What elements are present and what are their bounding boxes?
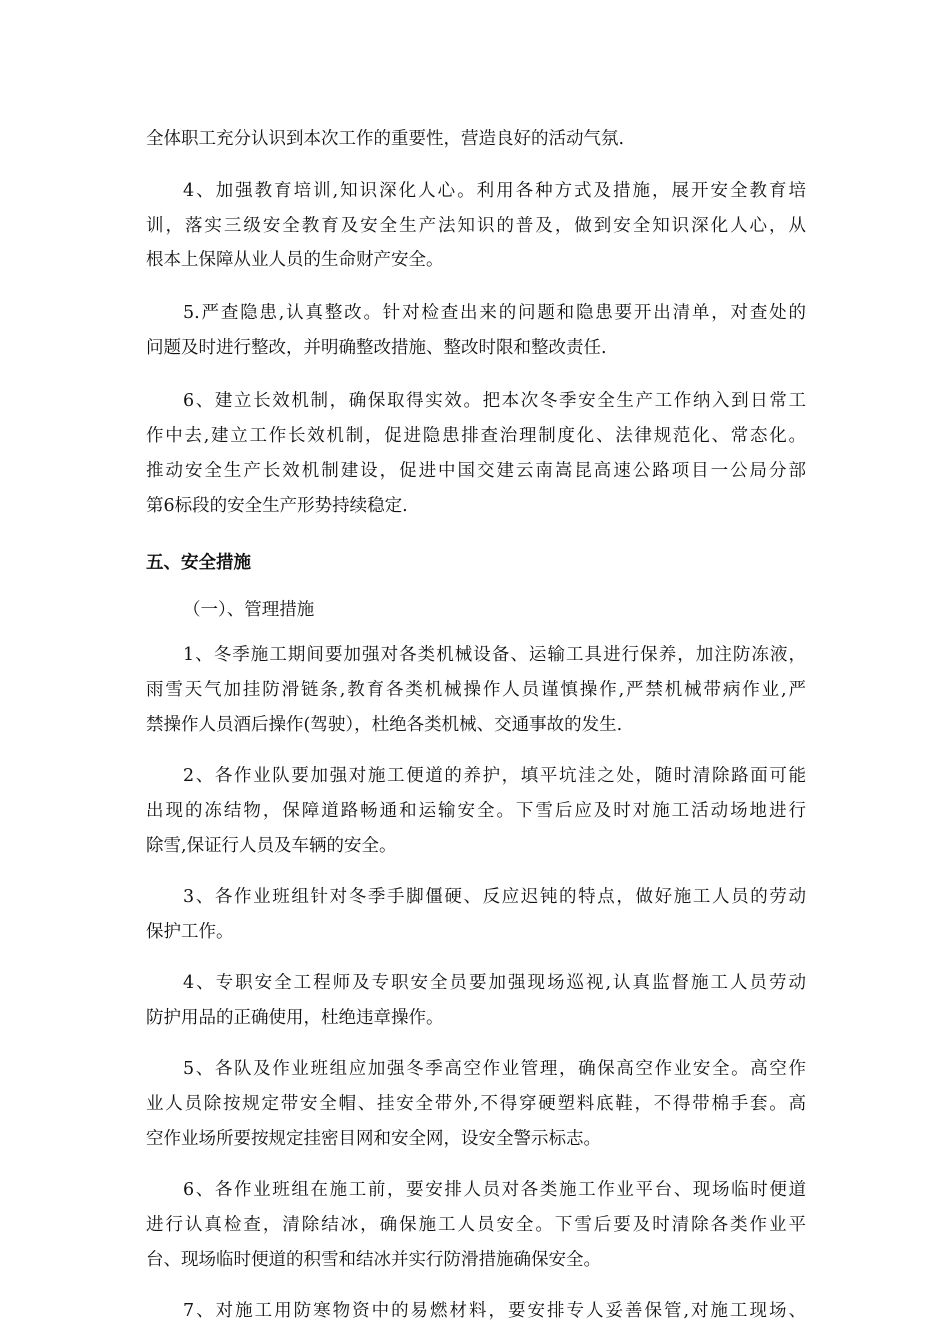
text-line: 5、各队及作业班组应加强冬季高空作业管理，确保高空作业安全。高空作 xyxy=(183,1059,806,1079)
text-line: 4、加强教育培训,知识深化人心。利用各种方式及措施，展开安全教育培 xyxy=(183,181,806,201)
text-line: 推动安全生产长效机制建设，促进中国交建云南嵩昆高速公路项目一公局分部 xyxy=(146,461,806,481)
text-line: 根本上保障从业人员的生命财产安全。 xyxy=(146,250,444,270)
text-line: 除雪,保证行人员及车辆的安全。 xyxy=(146,836,397,856)
section-heading: 五、安全措施 xyxy=(146,553,251,573)
text-line: 1、冬季施工期间要加强对各类机械设备、运输工具进行保养，加注防冻液， xyxy=(183,645,806,665)
text-line: 保护工作。 xyxy=(146,922,234,942)
text-line: 防护用品的正确使用，杜绝违章操作。 xyxy=(146,1008,444,1028)
text-line: 进行认真检查，清除结冰，确保施工人员安全。下雪后要及时清除各类作业平 xyxy=(146,1215,806,1235)
text-line: 6、建立长效机制，确保取得实效。把本次冬季安全生产工作纳入到日常工 xyxy=(183,391,806,411)
text-line: 6、各作业班组在施工前，要安排人员对各类施工作业平台、现场临时便道 xyxy=(183,1180,806,1200)
text-line: 空作业场所要按规定挂密目网和安全网，设安全警示标志。 xyxy=(146,1129,601,1149)
text-line: 雨雪天气加挂防滑链条,教育各类机械操作人员谨慎操作,严禁机械带病作业,严 xyxy=(146,680,806,700)
text-line: 出现的冻结物，保障道路畅通和运输安全。下雪后应及时对施工活动场地进行 xyxy=(146,801,806,821)
text-line: 3、各作业班组针对冬季手脚僵硬、反应迟钝的特点，做好施工人员的劳动 xyxy=(183,887,806,907)
text-line: 训，落实三级安全教育及安全生产法知识的普及，做到安全知识深化人心，从 xyxy=(146,216,806,236)
text-line: 4、专职安全工程师及专职安全员要加强现场巡视,认真监督施工人员劳动 xyxy=(183,973,806,993)
text-line: 禁操作人员酒后操作(驾驶），杜绝各类机械、交通事故的发生. xyxy=(146,715,623,735)
text-line: 2、各作业队要加强对施工便道的养护，填平坑洼之处，随时清除路面可能 xyxy=(183,766,806,786)
text-line: 业人员除按规定带安全帽、挂安全带外,不得穿硬塑料底鞋，不得带棉手套。高 xyxy=(146,1094,806,1114)
text-line: 7、对施工用防寒物资中的易燃材料，要安排专人妥善保管,对施工现场、 xyxy=(183,1301,806,1321)
text-line: 问题及时进行整改，并明确整改措施、整改时限和整改责任. xyxy=(146,338,607,358)
text-line: 5.严查隐患,认真整改。针对检查出来的问题和隐患要开出清单，对查处的 xyxy=(183,303,806,323)
text-line: 台、现场临时便道的积雪和结冰并实行防滑措施确保安全。 xyxy=(146,1250,601,1270)
text-line: 全体职工充分认识到本次工作的重要性，营造良好的活动气氛. xyxy=(146,129,625,149)
sub-heading: （一）、管理措施 xyxy=(183,600,315,620)
text-line: 作中去,建立工作长效机制，促进隐患排查治理制度化、法律规范化、常态化。 xyxy=(146,426,806,446)
text-line: 第6标段的安全生产形势持续稳定. xyxy=(146,496,408,516)
